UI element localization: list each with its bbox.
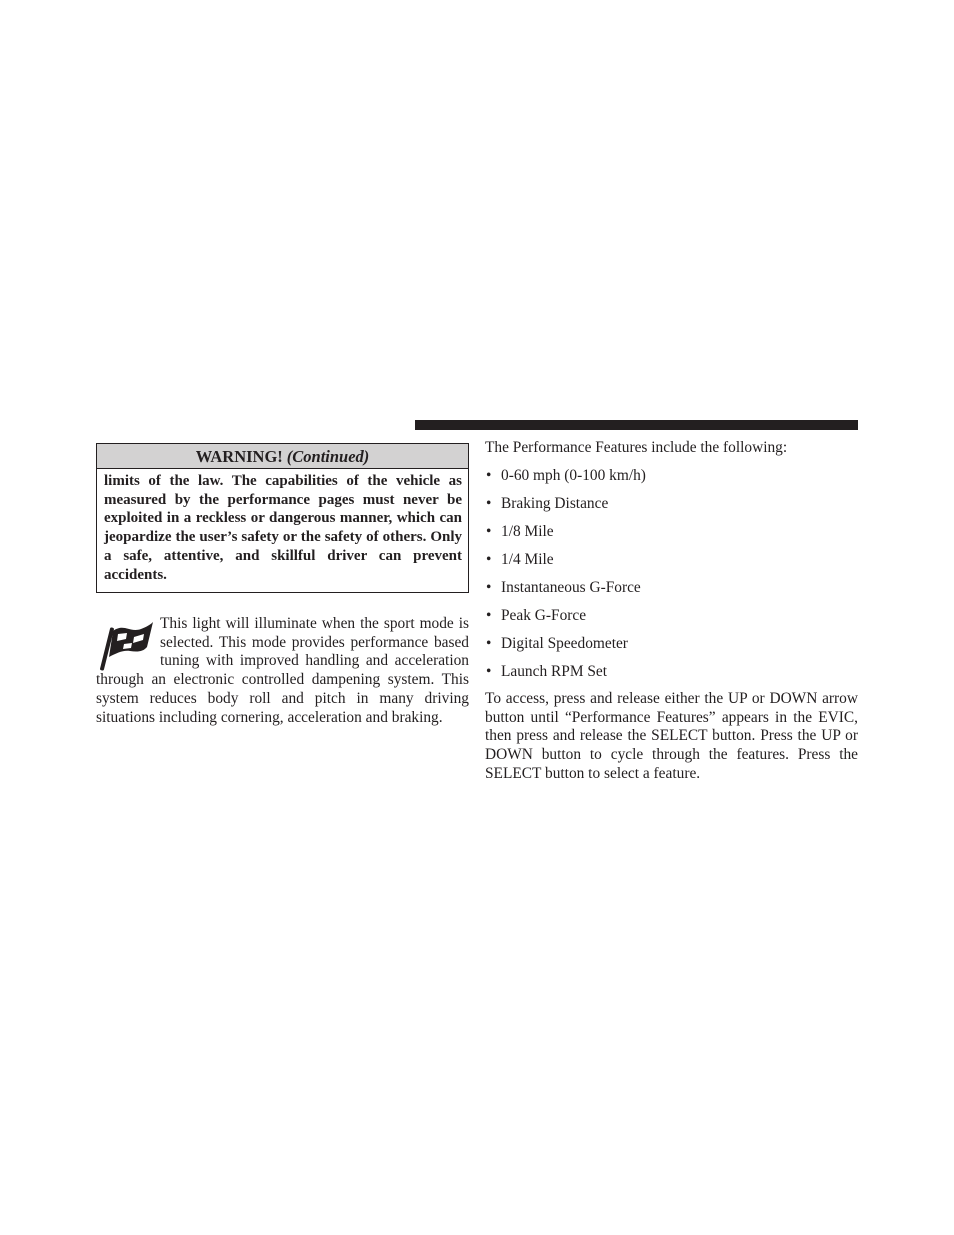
feature-item-text: Peak G-Force [501,607,587,624]
bullet-mark: • [486,523,492,540]
feature-item-text: Braking Distance [501,495,609,512]
warning-header [97,444,468,469]
checkered-flag-icon [96,619,156,671]
feature-list-item [485,634,858,662]
warning-box [96,443,469,593]
bullet-mark: • [486,495,492,512]
feature-item-text: 1/8 Mile [501,523,554,540]
sport-mode-paragraph [96,615,469,727]
bullet-mark: • [486,579,492,596]
bullet-mark: • [486,607,492,624]
feature-item-text: Launch RPM Set [501,663,608,680]
feature-list-item [485,522,858,550]
access-instructions: To access, press and release either the UP or DOWN arrow button until “Performance Features” appears in the EVIC, then press and release the SELECT button. Press the UP or DOWN button to cycle through the features. Press the SELECT button to select a feature. [485,690,858,782]
features-intro: The Performance Features include the following: [485,439,788,456]
feature-list-item [485,494,858,522]
feature-item-text: 1/4 Mile [501,551,554,568]
feature-list-item [485,606,858,634]
feature-list [485,466,858,690]
feature-list-item [485,550,858,578]
feature-item-text: Instantaneous G-Force [501,579,641,596]
feature-item-text: Digital Speedometer [501,635,628,652]
feature-list-item [485,662,858,690]
bullet-mark: • [486,551,492,568]
section-header-bar [415,420,858,430]
bullet-mark: • [486,663,492,680]
feature-list-item [485,466,858,494]
warning-continued: (Continued) [286,447,370,466]
warning-body: limits of the law. The capabilities of the vehicle as measured by the performance pages must never be exploited in a reckless or dangerous manner, which can jeopardize the user’s safety or the safety of others. Only a safe, attentive, and skillful driver can prevent accidents. [104,473,462,583]
bullet-mark: • [486,467,492,484]
sport-mode-text: This light will illuminate when the sport mode is selected. This mode provides performance based tuning with improved handling and acceleration through an electronic controlled dampening system. This system reduces body roll and pitch in many driving situations including cornering, acceleration and braking. [96,615,469,726]
bullet-mark: • [486,635,492,652]
feature-list-item [485,578,858,606]
warning-title: WARNING! [195,447,283,466]
performance-features-column [485,438,858,784]
feature-item-text: 0-60 mph (0-100 km/h) [501,467,646,484]
